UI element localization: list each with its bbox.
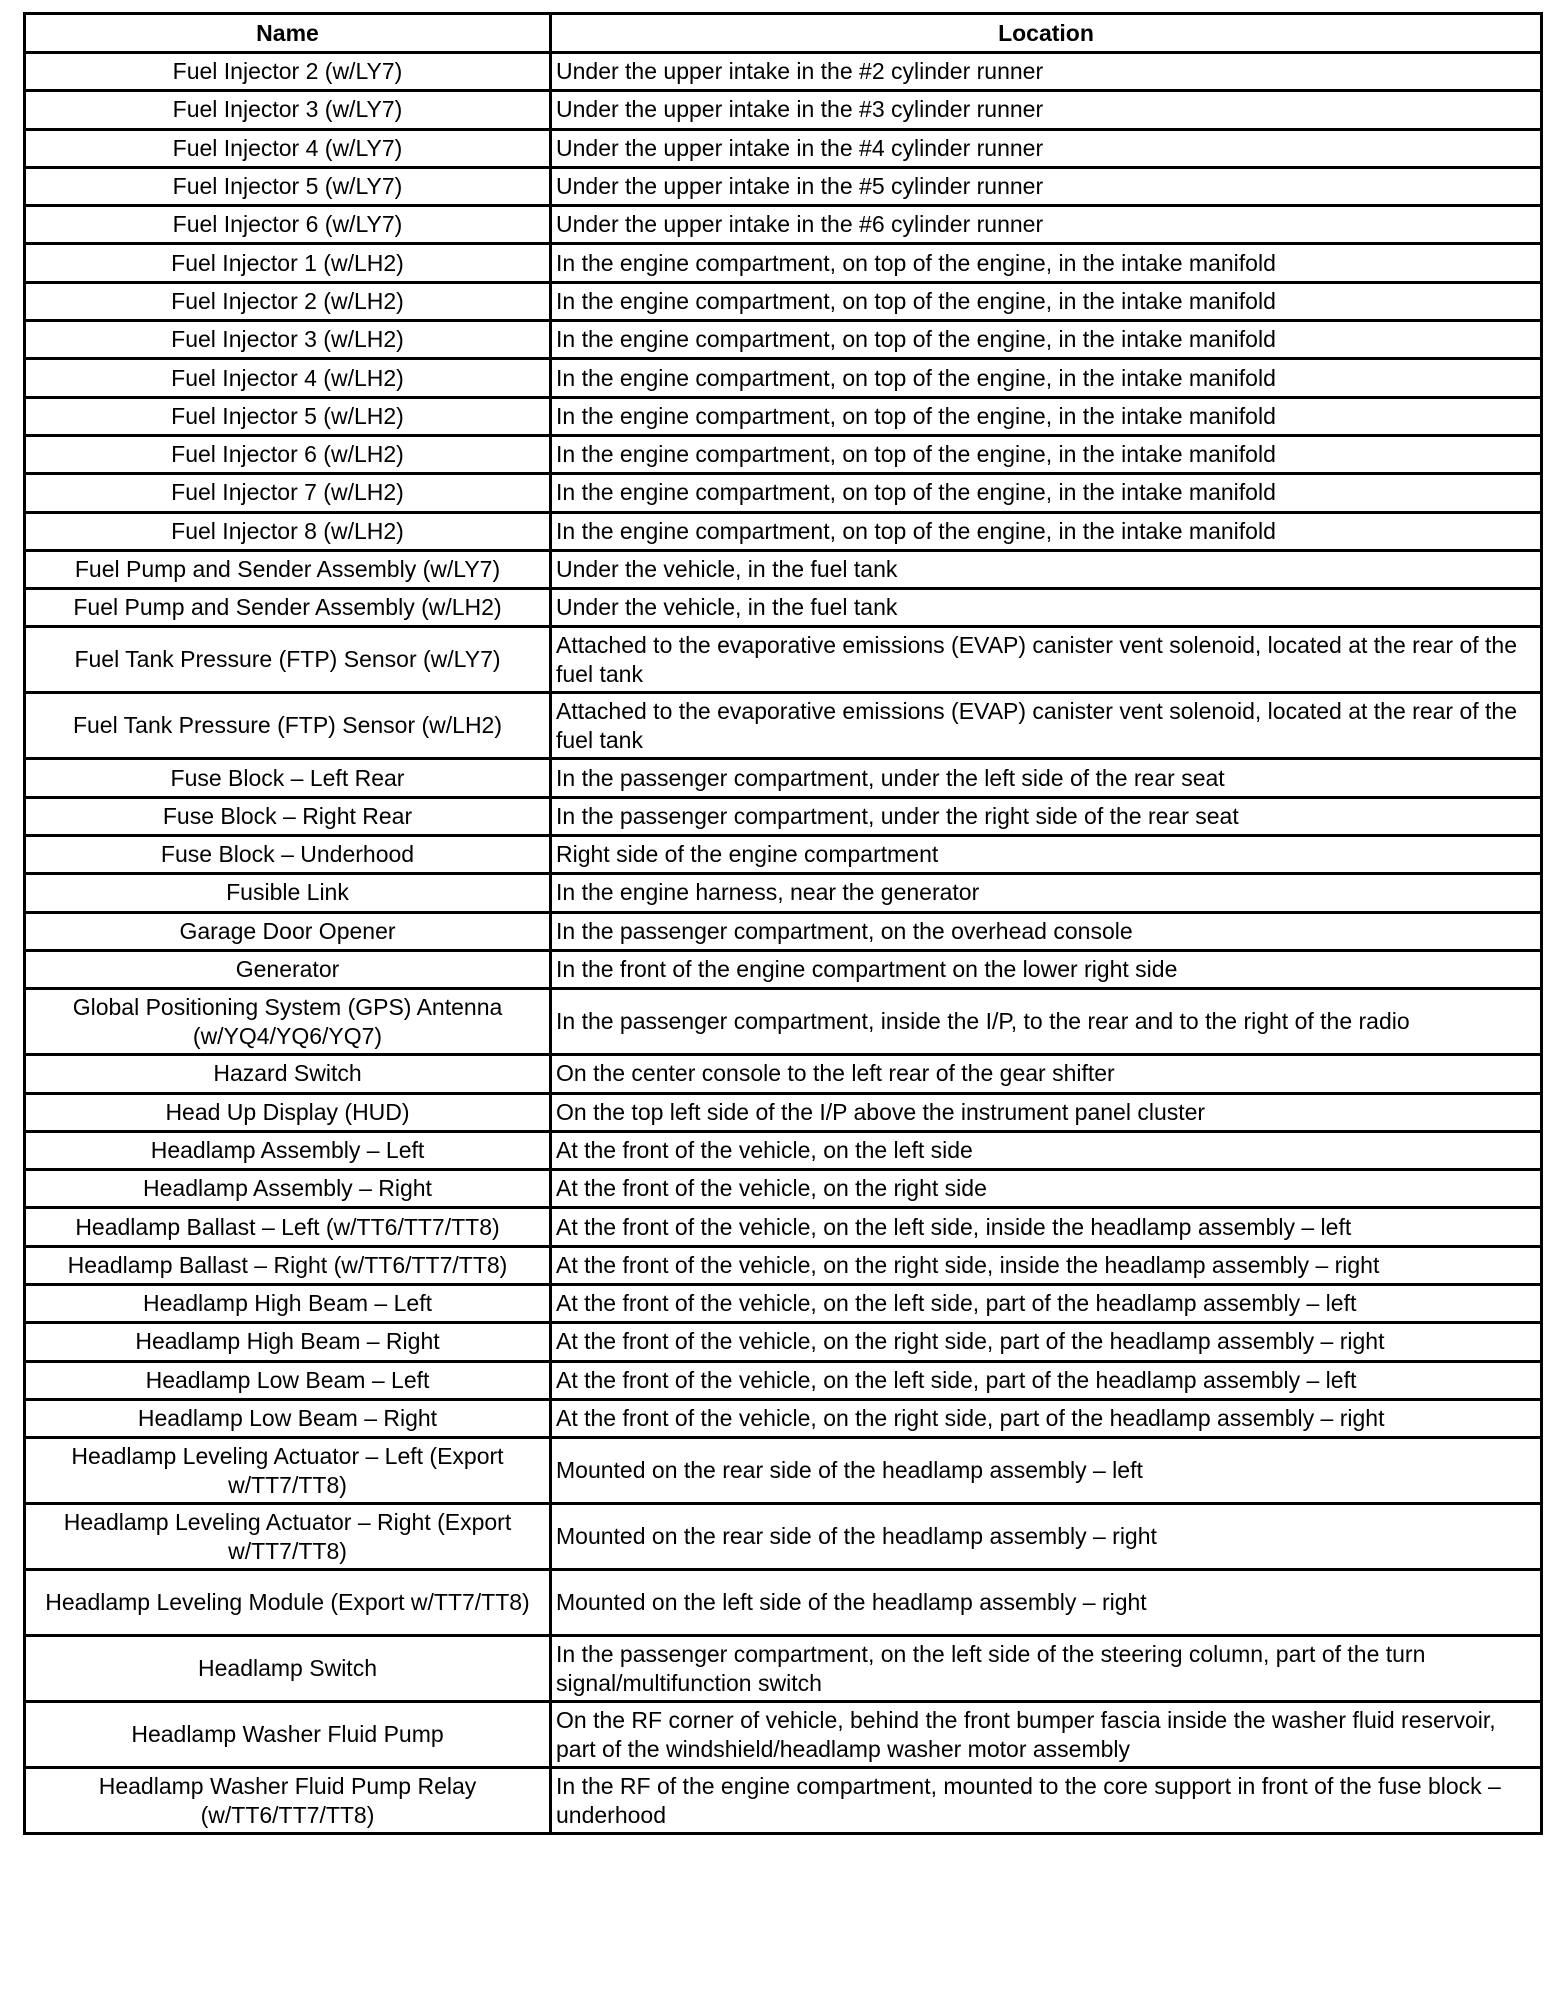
component-name: Headlamp Washer Fluid Pump	[25, 1702, 551, 1768]
component-location: In the engine compartment, on top of the engine, in the intake manifold	[551, 474, 1542, 512]
table-row	[25, 1285, 1542, 1323]
component-location: At the front of the vehicle, on the left side, part of the headlamp assembly – left	[551, 1285, 1542, 1323]
component-name: Headlamp Leveling Actuator – Right (Export w/TT7/TT8)	[25, 1504, 551, 1570]
component-location-table	[23, 12, 1543, 1835]
component-name: Fuel Injector 1 (w/LH2)	[25, 244, 551, 282]
component-name: Head Up Display (HUD)	[25, 1093, 551, 1131]
component-name: Headlamp Leveling Module (Export w/TT7/TT8)	[25, 1570, 551, 1636]
component-location: Mounted on the rear side of the headlamp assembly – left	[551, 1438, 1542, 1504]
component-name: Fuel Pump and Sender Assembly (w/LH2)	[25, 589, 551, 627]
table-row	[25, 989, 1542, 1055]
header-row	[25, 14, 1542, 53]
component-name: Fuel Injector 8 (w/LH2)	[25, 512, 551, 550]
component-name: Fuel Injector 5 (w/LH2)	[25, 397, 551, 435]
table-row	[25, 1323, 1542, 1361]
table-row	[25, 282, 1542, 320]
table-row	[25, 1702, 1542, 1768]
component-name: Headlamp High Beam – Right	[25, 1323, 551, 1361]
component-name: Fuse Block – Right Rear	[25, 797, 551, 835]
component-location: In the passenger compartment, under the right side of the rear seat	[551, 797, 1542, 835]
table-row	[25, 836, 1542, 874]
component-name: Fuse Block – Left Rear	[25, 759, 551, 797]
component-name: Global Positioning System (GPS) Antenna (w/YQ4/YQ6/YQ7)	[25, 989, 551, 1055]
table-row	[25, 1131, 1542, 1169]
table-row	[25, 53, 1542, 91]
component-name: Fuse Block – Underhood	[25, 836, 551, 874]
component-location: Under the vehicle, in the fuel tank	[551, 550, 1542, 588]
table-row	[25, 1055, 1542, 1093]
component-location: In the passenger compartment, on the left side of the steering column, part of the turn signal/multifunction switch	[551, 1636, 1542, 1702]
table-row	[25, 1570, 1542, 1636]
component-name: Headlamp Ballast – Left (w/TT6/TT7/TT8)	[25, 1208, 551, 1246]
component-location: Under the upper intake in the #3 cylinder runner	[551, 91, 1542, 129]
table-row	[25, 1399, 1542, 1437]
component-location: In the front of the engine compartment on the lower right side	[551, 950, 1542, 988]
component-location: At the front of the vehicle, on the right side, inside the headlamp assembly – right	[551, 1246, 1542, 1284]
component-location: Attached to the evaporative emissions (EVAP) canister vent solenoid, located at the rear of the fuel tank	[551, 627, 1542, 693]
component-location: In the RF of the engine compartment, mounted to the core support in front of the fuse block – underhood	[551, 1768, 1542, 1834]
component-location: In the engine compartment, on top of the engine, in the intake manifold	[551, 244, 1542, 282]
component-name: Headlamp Leveling Actuator – Left (Export w/TT7/TT8)	[25, 1438, 551, 1504]
table-row	[25, 321, 1542, 359]
table-row	[25, 759, 1542, 797]
component-name: Fuel Tank Pressure (FTP) Sensor (w/LY7)	[25, 627, 551, 693]
component-name: Headlamp High Beam – Left	[25, 1285, 551, 1323]
table-row	[25, 435, 1542, 473]
table-row	[25, 359, 1542, 397]
name-column-header: Name	[25, 14, 551, 53]
table-row	[25, 167, 1542, 205]
component-location: On the center console to the left rear of the gear shifter	[551, 1055, 1542, 1093]
table-row	[25, 1246, 1542, 1284]
component-name: Headlamp Switch	[25, 1636, 551, 1702]
table-row	[25, 1438, 1542, 1504]
component-name: Fuel Injector 6 (w/LH2)	[25, 435, 551, 473]
component-location: Under the upper intake in the #2 cylinder runner	[551, 53, 1542, 91]
component-location: In the engine compartment, on top of the engine, in the intake manifold	[551, 512, 1542, 550]
component-location: In the engine compartment, on top of the engine, in the intake manifold	[551, 321, 1542, 359]
component-location: Mounted on the rear side of the headlamp assembly – right	[551, 1504, 1542, 1570]
component-name: Fuel Injector 6 (w/LY7)	[25, 206, 551, 244]
component-location: At the front of the vehicle, on the right side, part of the headlamp assembly – right	[551, 1323, 1542, 1361]
component-name: Fuel Injector 4 (w/LY7)	[25, 129, 551, 167]
table-row	[25, 550, 1542, 588]
component-name: Fuel Pump and Sender Assembly (w/LY7)	[25, 550, 551, 588]
component-name: Fuel Tank Pressure (FTP) Sensor (w/LH2)	[25, 693, 551, 759]
component-name: Headlamp Low Beam – Left	[25, 1361, 551, 1399]
component-name: Headlamp Assembly – Right	[25, 1170, 551, 1208]
component-name: Fuel Injector 7 (w/LH2)	[25, 474, 551, 512]
component-location: Under the upper intake in the #4 cylinder runner	[551, 129, 1542, 167]
component-location: In the passenger compartment, inside the I/P, to the rear and to the right of the radio	[551, 989, 1542, 1055]
table-row	[25, 1768, 1542, 1834]
component-location: In the engine compartment, on top of the engine, in the intake manifold	[551, 282, 1542, 320]
component-name: Headlamp Ballast – Right (w/TT6/TT7/TT8)	[25, 1246, 551, 1284]
table-row	[25, 397, 1542, 435]
component-location: In the engine compartment, on top of the engine, in the intake manifold	[551, 397, 1542, 435]
table-row	[25, 874, 1542, 912]
component-location: Right side of the engine compartment	[551, 836, 1542, 874]
table-row	[25, 1504, 1542, 1570]
component-location: Under the vehicle, in the fuel tank	[551, 589, 1542, 627]
table-row	[25, 950, 1542, 988]
component-name: Fuel Injector 4 (w/LH2)	[25, 359, 551, 397]
table-row	[25, 693, 1542, 759]
table-row	[25, 627, 1542, 693]
component-location: On the top left side of the I/P above the instrument panel cluster	[551, 1093, 1542, 1131]
location-column-header: Location	[551, 14, 1542, 53]
component-location: In the engine harness, near the generator	[551, 874, 1542, 912]
component-location: In the passenger compartment, under the left side of the rear seat	[551, 759, 1542, 797]
component-name: Fusible Link	[25, 874, 551, 912]
component-name: Fuel Injector 3 (w/LY7)	[25, 91, 551, 129]
table-row	[25, 912, 1542, 950]
component-name: Fuel Injector 2 (w/LH2)	[25, 282, 551, 320]
table-row	[25, 206, 1542, 244]
component-location: Under the upper intake in the #6 cylinder runner	[551, 206, 1542, 244]
table-row	[25, 1636, 1542, 1702]
component-name: Generator	[25, 950, 551, 988]
table-row	[25, 589, 1542, 627]
component-location: In the engine compartment, on top of the engine, in the intake manifold	[551, 435, 1542, 473]
component-location: At the front of the vehicle, on the left side, part of the headlamp assembly – left	[551, 1361, 1542, 1399]
component-location: In the passenger compartment, on the overhead console	[551, 912, 1542, 950]
component-name: Headlamp Washer Fluid Pump Relay (w/TT6/TT7/TT8)	[25, 1768, 551, 1834]
component-name: Headlamp Assembly – Left	[25, 1131, 551, 1169]
table-row	[25, 1361, 1542, 1399]
table-row	[25, 244, 1542, 282]
component-name: Fuel Injector 5 (w/LY7)	[25, 167, 551, 205]
component-location: Attached to the evaporative emissions (EVAP) canister vent solenoid, located at the rear of the fuel tank	[551, 693, 1542, 759]
component-name: Headlamp Low Beam – Right	[25, 1399, 551, 1437]
table-row	[25, 1170, 1542, 1208]
table-row	[25, 1208, 1542, 1246]
component-location: Under the upper intake in the #5 cylinder runner	[551, 167, 1542, 205]
table-row	[25, 1093, 1542, 1131]
component-name: Hazard Switch	[25, 1055, 551, 1093]
component-location: At the front of the vehicle, on the right side, part of the headlamp assembly – right	[551, 1399, 1542, 1437]
component-location: At the front of the vehicle, on the right side	[551, 1170, 1542, 1208]
component-name: Garage Door Opener	[25, 912, 551, 950]
table-row	[25, 91, 1542, 129]
component-location: At the front of the vehicle, on the left side	[551, 1131, 1542, 1169]
table-row	[25, 797, 1542, 835]
component-location: At the front of the vehicle, on the left side, inside the headlamp assembly – left	[551, 1208, 1542, 1246]
table-row	[25, 512, 1542, 550]
component-name: Fuel Injector 3 (w/LH2)	[25, 321, 551, 359]
component-name: Fuel Injector 2 (w/LY7)	[25, 53, 551, 91]
component-location: On the RF corner of vehicle, behind the front bumper fascia inside the washer fluid reservoir, part of the windshield/headlamp washer motor assembly	[551, 1702, 1542, 1768]
table-row	[25, 129, 1542, 167]
table-row	[25, 474, 1542, 512]
component-location: Mounted on the left side of the headlamp assembly – right	[551, 1570, 1542, 1636]
component-location: In the engine compartment, on top of the engine, in the intake manifold	[551, 359, 1542, 397]
